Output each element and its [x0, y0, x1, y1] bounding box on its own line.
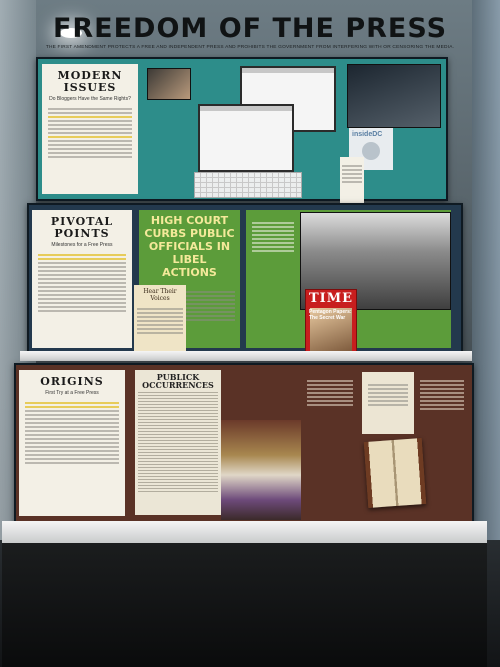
newspaper-masthead: PUBLICK OCCURRENCES: [142, 372, 214, 390]
pivotal-points-card: [32, 210, 132, 348]
exhibit-title: FREEDOM OF THE PRESS: [52, 13, 448, 44]
time-magazine-tagline: Pentagon Papers: The Secret War: [309, 309, 352, 321]
antique-book: [364, 438, 426, 508]
pivotal-points-heading: PIVOTAL POINTS: [50, 215, 114, 240]
royal-portrait: [221, 420, 301, 520]
modern-issues-heading: MODERN ISSUES: [57, 69, 123, 94]
hear-their-voices-label: Hear Their Voices: [143, 288, 177, 302]
small-note-card: [340, 157, 364, 203]
modern-issues-card: [42, 64, 138, 194]
time-magazine-cover: [305, 289, 357, 355]
origins-subheading: First Try at a Free Press: [45, 390, 99, 396]
origins-heading: ORIGINS: [40, 375, 104, 388]
free-press-text: [418, 372, 466, 460]
keyboard-image: [194, 172, 302, 198]
display-shelf-upper: [20, 351, 472, 361]
first-newspaper-text: [305, 372, 355, 460]
hear-their-voices-card: [134, 285, 186, 357]
court-ruling-headline: HIGH COURT CURBS PUBLIC OFFICIALS IN LIBEL ACTIONS: [144, 214, 235, 279]
origins-card: [19, 370, 125, 516]
display-shelf-lower: [2, 521, 487, 543]
capitol-dome-icon: [362, 142, 380, 160]
display-base: [2, 543, 487, 667]
modern-issues-body-text: [48, 108, 132, 158]
manuscript-page: [362, 372, 414, 434]
pivotal-points-subheading: Milestones for a Free Press: [51, 242, 113, 248]
politician-photo: [147, 68, 191, 100]
publick-occurrences-newspaper: [135, 370, 221, 515]
gallery-window-right: [472, 0, 500, 540]
webpage-screenshot-2: [198, 104, 294, 172]
pentagon-papers-text: [250, 214, 296, 294]
origins-body-text: [25, 402, 119, 464]
time-magazine-title: TIME: [308, 291, 354, 306]
white-house-briefing-photo: [347, 64, 441, 128]
modern-issues-subheading: Do Bloggers Have the Same Rights?: [49, 96, 131, 102]
insidedc-label: insideDC: [352, 131, 383, 138]
exhibit-subtitle: THE FIRST AMENDMENT PROTECTS A FREE AND INDEPENDENT PRESS AND PROHIBITS THE GOVERNMENT FROM INTERFERING WITH OR CENSORING THE MEDIA.: [45, 45, 455, 50]
pivotal-points-body-text: [38, 254, 126, 312]
